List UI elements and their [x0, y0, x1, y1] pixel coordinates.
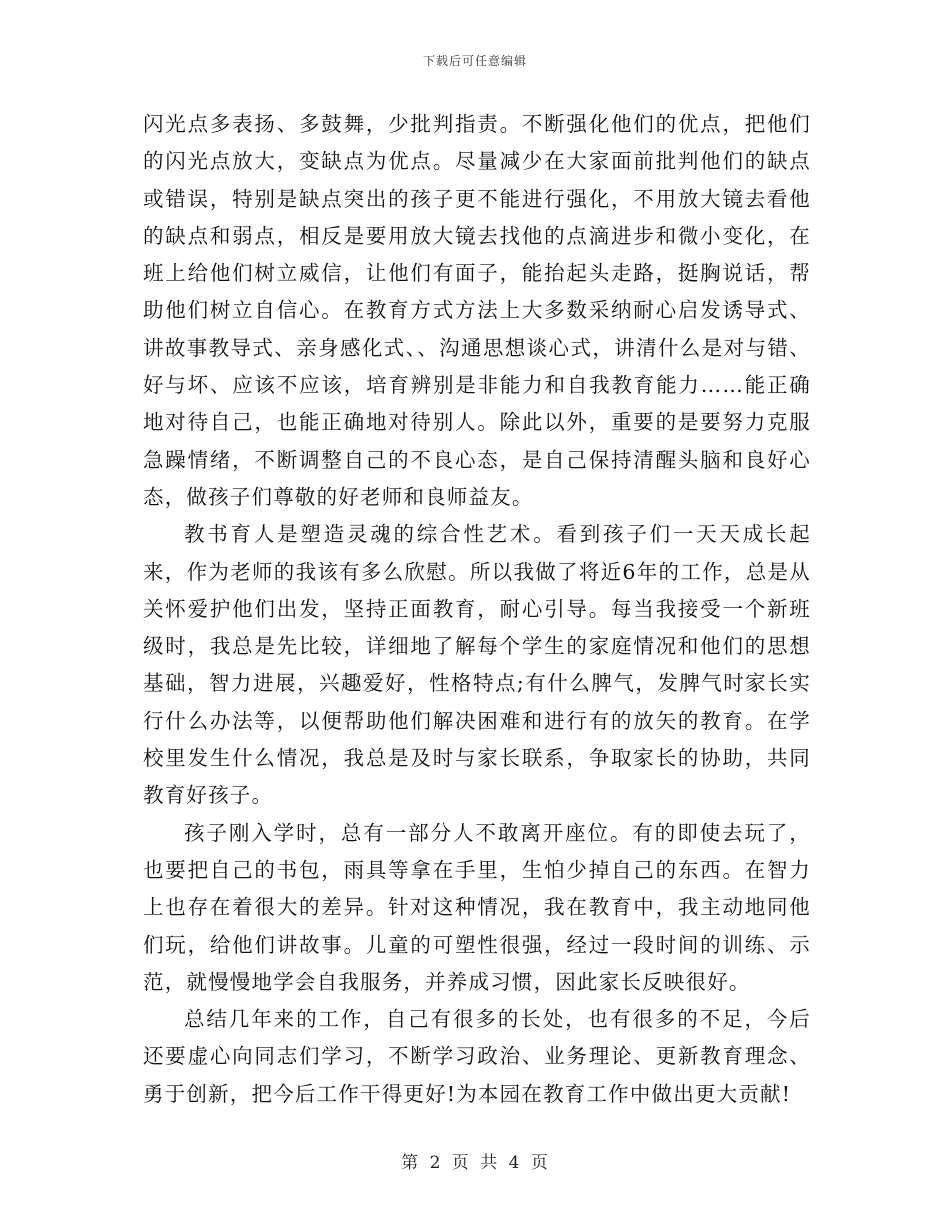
- paragraph-1: 闪光点多表扬、多鼓舞，少批判指责。不断强化他们的优点，把他们的闪光点放大，变缺点为优点。尽量减少在大家面前批判他们的缺点或错误，特别是缺点突出的孩子更不能进行强化，不用放大镜去看他的缺点和弱点，相反是要用放大镜去找他的点滴进步和微小变化，在班上给他们树立威信，让他们有面子，能抬起头走路，挺胸说话，帮助他们树立自信心。在教育方式方法上大多数采纳耐心启发诱导式、讲故事教导式、亲身感化式、、沟通思想谈心式，讲清什么是对与错、好与坏、应该不应该，培育辨别是非能力和自我教育能力……能正确地对待自己，也能正确地对待别人。除此以外，重要的是要努力克服急躁情绪，不断调整自己的不良心态，是自己保持清醒头脑和良好心态，做孩子们尊敬的好老师和良师益友。: [143, 112, 811, 509]
- paragraph-2: 教书育人是塑造灵魂的综合性艺术。看到孩子们一天天成长起来，作为老师的我该有多么欣慰。所以我做了将近6年的工作，总是从关怀爱护他们出发，坚持正面教育，耐心引导。每当我接受一个新班级时，我总是先比较，详细地了解每个学生的家庭情况和他们的思想基础，智力进展，兴趣爱好，性格特点;有什么脾气，发脾气时家长实行什么办法等，以便帮助他们解决困难和进行有的放矢的教育。在学校里发生什么情况，我总是及时与家长联系，争取家长的协助，共同教育好孩子。: [143, 522, 811, 808]
- paragraph-3: 孩子刚入学时，总有一部分人不敢离开座位。有的即使去玩了，也要把自己的书包，雨具等拿在手里，生怕少掉自己的东西。在智力上也存在着很大的差异。针对这种情况，我在教育中，我主动地同他们玩，给他们讲故事。儿童的可塑性很强，经过一段时间的训练、示范，就慢慢地学会自我服务，并养成习惯，因此家长反映很好。: [143, 820, 811, 994]
- page-header: 下载后可任意编辑: [422, 54, 527, 68]
- page-number-footer: 第 2 页 共 4 页: [401, 1153, 549, 1173]
- paragraph-4: 总结几年来的工作，自己有很多的长处，也有很多的不足，今后还要虚心向同志们学习，不断学习政治、业务理论、更新教育理念、勇于创新，把今后工作干得更好!为本园在教育工作中做出更大贡献!: [143, 1007, 811, 1106]
- document-body: [143, 106, 811, 1113]
